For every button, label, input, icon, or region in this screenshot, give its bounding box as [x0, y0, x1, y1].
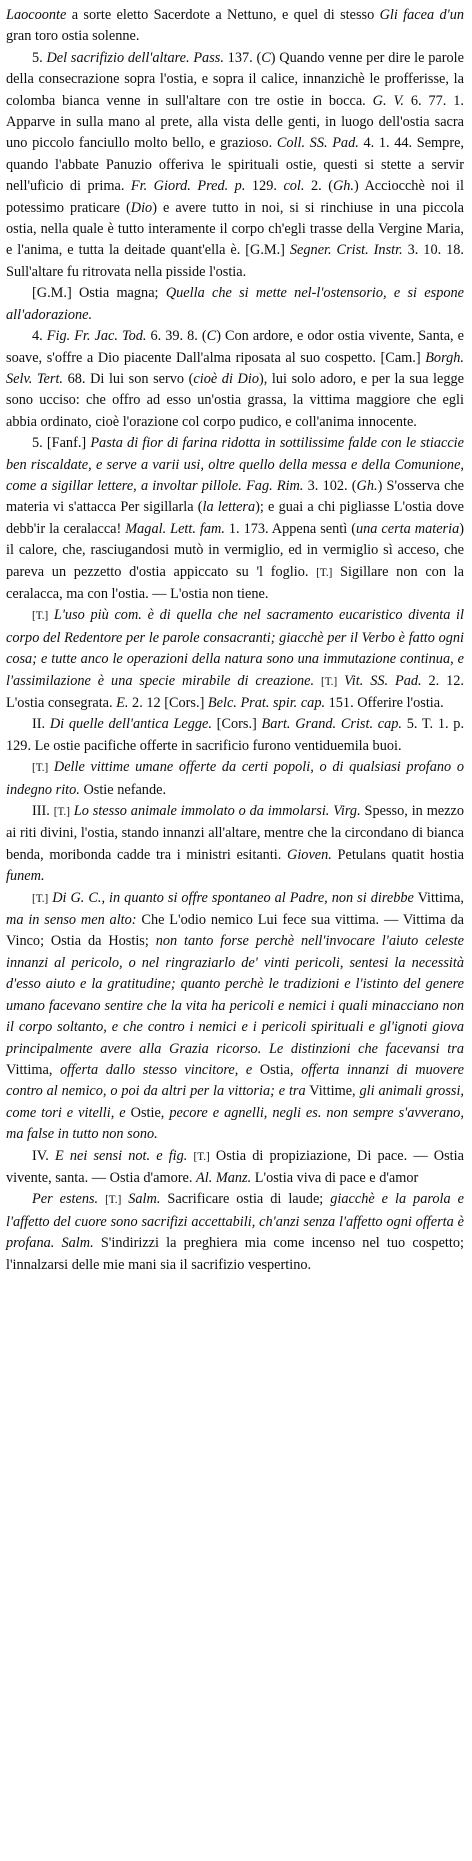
italic-text: Vit. SS. Pad. — [344, 672, 422, 689]
italic-text: L'uso più com. è di quella che nel sacramento eucaristico diventa il corpo del Redentore per le parole consacranti; giacchè per il Verbo è fatto ogni cosa; e tutte anco le operazioni della natura sono una immutazione continua, e l'assimilazione è una specie mirabile di creazione. — [6, 607, 464, 689]
text-run: [G.M.] Ostia magna; — [32, 285, 166, 302]
text-run: ) Quando venne per dire le parole della consecrazione sopra l'ostia, e sopra il calice, innanzichè le profferisse, la colomba bianca venne in sull'altare con tre ostie in bocca. — [6, 49, 464, 109]
text-run: 5. — [32, 49, 47, 66]
editor-mark: [T.] — [316, 566, 333, 579]
dictionary-paragraph — [6, 1189, 464, 1276]
text-run: Ostia, — [252, 1061, 302, 1078]
editor-mark: [T.] — [193, 1150, 210, 1163]
text-run: ) il calore, che, rasciugandosi mutò in vermiglio, ed in vermiglio sì acceso, che pareva un pezzetto d'ostia appiccato su 'l foglio. — [6, 520, 464, 580]
text-run: 4. — [32, 328, 47, 345]
text-run: Vittima, — [6, 1061, 60, 1078]
italic-text: Delle vittime umane offerte da certi popoli, o di qualsiasi profano o indegno rito. — [6, 759, 465, 798]
text-run: Che L'odio nemico Lui fece sua vittima. — Vittima da Vinco; Ostia da Hostis; — [6, 912, 464, 950]
text-run: gran toro ostia solenne. — [6, 28, 140, 45]
italic-text: Gh. — [332, 178, 355, 195]
italic-text: Coll. SS. Pad. — [276, 135, 359, 152]
italic-text: Per estens. — [32, 1191, 99, 1208]
italic-text: Segner. Crist. Instr. — [289, 242, 403, 259]
italic-text: la lettera — [202, 499, 256, 516]
text-run: Spesso, in mezzo ai riti divini, l'ostia, stando innanzi all'altare, mentre che la circondano di bianca benda, moribonda cadde tra i ministri esitanti. — [6, 803, 464, 863]
text-run: 4. 1. 44. Sempre, quando l'abbate Panuzio offeriva le spirituali ostie, questi si stette a servir nell'uficio di prima. — [6, 135, 464, 195]
italic-text: col. — [283, 178, 305, 195]
text-run: 2. 12. L'ostia consegrata. — [6, 672, 465, 711]
italic-text: Di G. C., in quanto si offre spontaneo al Padre, non si direbbe — [52, 889, 414, 906]
text-run: S'indirizzi la preghiera mia come incenso nel tuo cospetto; l'innalzarsi delle mie mani sia il sacrifizio vespertino. — [6, 1235, 464, 1273]
editor-mark: [T.] — [32, 610, 49, 623]
dictionary-paragraph — [6, 326, 464, 433]
dictionary-paragraph — [6, 801, 464, 888]
text-run: ); e guai a chi pigliasse L'ostia dove debb'ir la ceralacca! — [6, 499, 464, 537]
italic-text: C — [206, 328, 217, 345]
text-run: Petulans quatit hostia — [331, 846, 464, 863]
italic-text: Laocoonte — [6, 7, 67, 23]
italic-text: Dio — [130, 199, 153, 216]
italic-text: offerta dallo stesso vincitore, e — [60, 1061, 253, 1078]
text-run: Vittime, — [305, 1083, 360, 1100]
italic-text: Fag. Rim. — [246, 477, 304, 494]
italic-text: Gli facea d'un — [379, 7, 464, 23]
italic-text: pecore e agnelli, negli es. non sempre s'avverano, ma false in tutto non sono. — [6, 1104, 465, 1143]
text-run: Ostie nefande. — [79, 781, 167, 798]
italic-text: cioè di Dio — [193, 370, 259, 387]
text-run: IV. — [32, 1147, 55, 1164]
text-run: ) Acciocchè noi il potessimo praticare ( — [6, 178, 464, 216]
editor-mark: [T.] — [53, 806, 70, 819]
italic-text: Belc. Prat. spir. cap. — [207, 695, 326, 711]
italic-text: Salm. — [128, 1191, 161, 1208]
text-run: 3. 10. 18. Sull'altare fu ritrovata nella pisside l'ostia. — [6, 242, 464, 280]
dictionary-paragraph — [6, 888, 464, 1146]
text-run — [314, 673, 321, 689]
editor-mark: [T.] — [105, 1194, 122, 1207]
italic-text: Gh. — [356, 477, 378, 494]
text-run: 68. Di lui son servo ( — [63, 370, 194, 387]
dictionary-paragraph — [6, 433, 464, 605]
italic-text: Lo stesso animale immolato o da immolarsi. Virg. — [73, 803, 361, 820]
italic-text: Pasta di fior di farina ridotta in sottilissime falde con le stiaccie ben riscaldate, e serve a varii usi, oltre quello della messa e della Comunione, come a sigillar lettere, a involtar pillole. — [6, 435, 464, 494]
text-run: III. — [32, 803, 54, 820]
text-run: 129. — [245, 178, 284, 195]
italic-text: ma in senso men alto: — [6, 912, 137, 929]
italic-text: una certa materia — [355, 520, 460, 537]
italic-text: Fig. Fr. Jac. Tod. — [46, 328, 147, 345]
text-run: Sacrificare ostia di laude; — [160, 1191, 331, 1208]
text-run: Ostia di propiziazione, Di pace. — Ostia vivente, santa. — Ostia d'amore. — [6, 1147, 464, 1186]
dictionary-paragraph — [6, 1146, 464, 1190]
text-run: Vittima, — [413, 889, 464, 906]
italic-text: E nei sensi not. e fig. — [54, 1147, 188, 1164]
text-run: ) S'osserva che materia vi s'attacca Per sigillarla ( — [6, 477, 464, 516]
dictionary-paragraph — [6, 48, 464, 283]
text-run: Sigillare non con la ceralacca, ma con l'ostia. — L'ostia non tiene. — [6, 563, 464, 602]
text-run: 3. 102. ( — [303, 477, 357, 494]
text-run: 6. 39. 8. ( — [146, 328, 207, 345]
italic-text: Al. Manz. — [195, 1169, 252, 1186]
text-run: ), lui solo adoro, e per la sua legge sono ucciso: che offro ad esso un'ostia grassa, la vittima maggiore che egli abbia ordinato, cioè l'orazione col corpo pudico, e coll'anima innocente. — [6, 370, 465, 430]
text-run: ) Con ardore, e odor ostia vivente, Santa, e soave, s'offre a Dio piacente Dall'alma riposata al suo cospetto. [Cam.] — [6, 328, 464, 366]
dictionary-paragraph — [6, 714, 464, 757]
dictionary-paragraph — [6, 5, 464, 48]
editor-mark: [T.] — [32, 892, 49, 905]
text-run: II. — [32, 716, 50, 733]
editor-mark: [T.] — [320, 675, 338, 688]
italic-text: Borgh. Selv. Tert. — [6, 349, 464, 387]
italic-text: Bart. Grand. Crist. cap. — [261, 716, 402, 733]
italic-text: G. V. — [372, 92, 404, 109]
text-run: [Cors.] — [211, 716, 262, 733]
italic-text: non tanto forse perchè nell'invocare l'aiuto celeste innanzi al pericolo, o nel ringraziarlo de' vinti pericoli, sentesi la necessità d'esso aiuto e la gratitudine; quanto perchè le tradizioni e l'istinto del genere umano facevano sentire che la vita ha pericoli e nemici i quali minacciano non il corpo soltanto, e che contro i nemici e i pericoli spirituali e gl'ignoti giova principalmente avere alla Grazia ricorso. Le distinzioni che facevansi tra — [6, 933, 464, 1057]
text-run: a sorte eletto Sacerdote a Nettuno, e quel di stesso — [66, 7, 380, 23]
text-run: 1. 173. Appena sentì ( — [224, 520, 356, 537]
italic-text: offerta innanzi di muovere contro al nemico, o poi da altri per la vittoria; e tra — [6, 1061, 464, 1100]
italic-text: giacchè e la parola e l'affetto del cuore sono sacrifizi accettabili, ch'anzi senza l'affetto ogni offerta è profana. Salm. — [6, 1191, 464, 1252]
text-run: Ostie, — [125, 1104, 170, 1121]
text-run: L'ostia viva di pace e d'amor — [251, 1169, 419, 1186]
text-run: 2. ( — [304, 178, 333, 195]
dictionary-paragraph — [6, 605, 464, 714]
italic-text: Gioven. — [287, 846, 332, 863]
text-run: 5. T. 1. p. 129. Le ostie pacifiche offerte in sacrificio furono ventiduemila buoi. — [6, 716, 465, 754]
text-run: 151. Offerire l'ostia. — [325, 695, 444, 711]
editor-mark: [T.] — [32, 762, 49, 775]
italic-text: E. — [116, 695, 129, 711]
text-run: 5. [Fanf.] — [32, 435, 91, 452]
text-run: 2. 12 [Cors.] — [128, 695, 208, 711]
italic-text: C — [261, 49, 271, 66]
dictionary-paragraph — [6, 283, 464, 326]
italic-text: gli animali grossi, come tori e vitelli, e — [6, 1083, 465, 1121]
italic-text: funem. — [6, 868, 45, 885]
italic-text: Del sacrifizio dell'altare. Pass. — [46, 49, 224, 66]
dictionary-paragraph — [6, 757, 464, 801]
text-run: 137. ( — [223, 49, 262, 66]
text-run: ) e avere tutto in noi, si si rinchiuse in una piccola ostia, nella quale è tutto interamente il corpo ch'egli trasse della Vergine Maria, e l'anima, e tutta la deitade quant'ella è. [G.M.] — [6, 199, 464, 259]
italic-text: Di quelle dell'antica Legge. — [49, 716, 212, 733]
italic-text: Quella che si mette nel-l'ostensorio, e si espone all'adorazione. — [6, 285, 464, 323]
text-run: 6. 77. 1. Apparve in sulla mano al prete, alla vista delle genti, in luogo dell'ostia sacra uno piccolo fanciullo molto bello, e grazioso. — [6, 92, 464, 152]
italic-text: Magal. Lett. fam. — [125, 520, 225, 537]
italic-text: Fr. Giord. Pred. p. — [130, 178, 246, 195]
